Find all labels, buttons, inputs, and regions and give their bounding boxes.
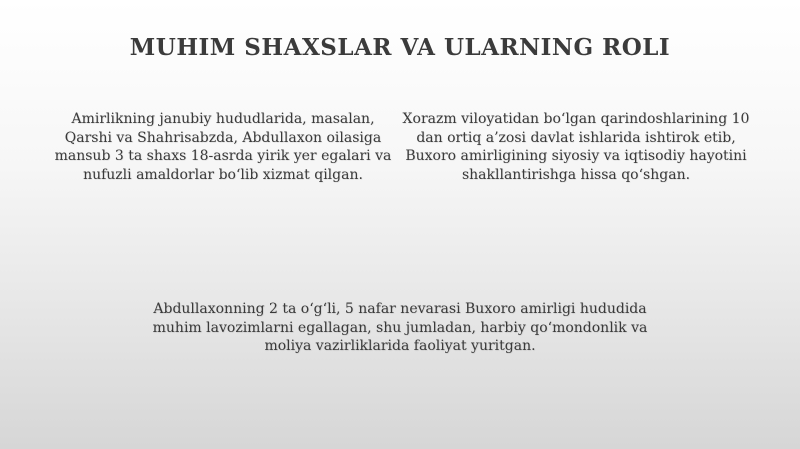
slide-title: MUHIM SHAXSLAR VA ULARNING ROLI [129, 34, 671, 61]
right-text-block: Xorazm viloyatidan bo‘lgan qarindoshlarining 10 dan ortiq a’zosi davlat ishlarida ishtirok etib, Buxoro amirligining siyosiy va iqtisodiy hayotini shakllantirishga hissa qo‘shgan. [402, 111, 750, 183]
left-text-block: Amirlikning janubiy hududlarida, masalan, Qarshi va Shahrisabzda, Abdullaxon oilasiga mansub 3 ta shaxs 18-asrda yirik yer egalari va nufuzli amaldorlar bo‘lib xizmat qilgan. [54, 111, 392, 183]
bottom-text-block: Abdullaxonning 2 ta o‘g‘li, 5 nafar nevarasi Buxoro amirligi hududida muhim lavozimlarni egallagan, shu jumladan, harbiy qo‘mondonlik va moliya vazirliklarida faoliyat yuritgan. [152, 301, 648, 354]
